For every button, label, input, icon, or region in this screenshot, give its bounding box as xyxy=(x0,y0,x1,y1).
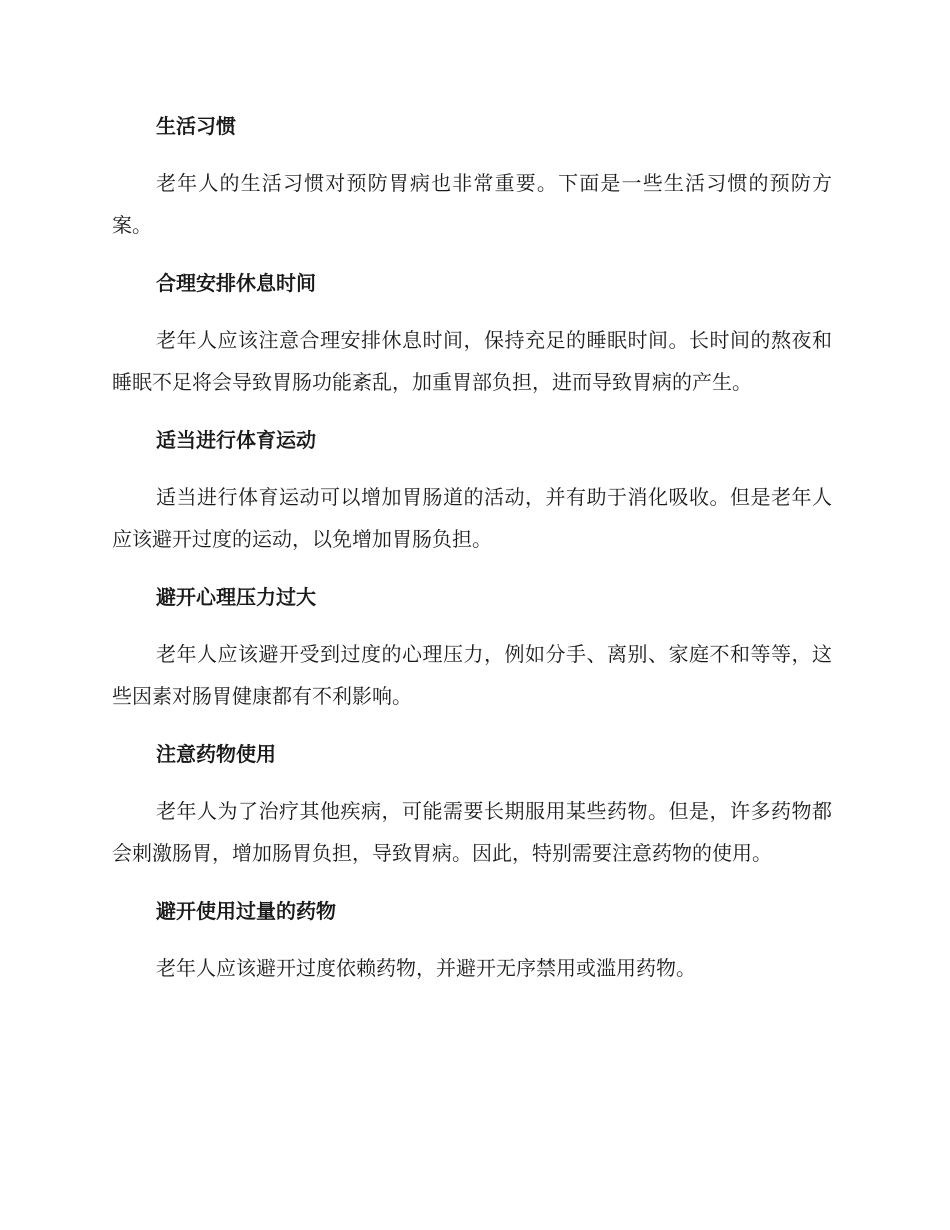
section-paragraph: 老年人为了治疗其他疾病，可能需要长期服用某些药物。但是，许多药物都会刺激肠胃，增加肠胃负担，导致胃病。因此，特别需要注意药物的使用。 xyxy=(112,799,832,865)
section-paragraph: 老年人应该注意合理安排休息时间，保持充足的睡眠时间。长时间的熬夜和睡眠不足将会导致胃肠功能紊乱，加重胃部负担，进而导致胃病的产生。 xyxy=(112,328,832,394)
section-heading: 避开使用过量的药物 xyxy=(156,899,336,923)
section-heading: 合理安排休息时间 xyxy=(156,271,316,295)
section-paragraph: 老年人应该避开过度依赖药物，并避开无序禁用或滥用药物。 xyxy=(156,956,696,980)
section-overdose xyxy=(112,895,832,989)
section-lifestyle xyxy=(112,110,832,246)
section-rest-time xyxy=(112,267,832,403)
section-medication xyxy=(112,738,832,874)
section-heading: 避开心理压力过大 xyxy=(156,585,316,609)
section-heading: 适当进行体育运动 xyxy=(156,428,316,452)
section-heading: 生活习惯 xyxy=(156,114,236,138)
section-paragraph: 适当进行体育运动可以增加胃肠道的活动，并有助于消化吸收。但是老年人应该避开过度的运动，以免增加胃肠负担。 xyxy=(112,485,832,551)
section-exercise xyxy=(112,424,832,560)
section-stress xyxy=(112,581,832,717)
section-paragraph: 老年人的生活习惯对预防胃病也非常重要。下面是一些生活习惯的预防方案。 xyxy=(112,171,832,237)
section-paragraph: 老年人应该避开受到过度的心理压力，例如分手、离别、家庭不和等等，这些因素对肠胃健康都有不利影响。 xyxy=(112,642,832,708)
section-heading: 注意药物使用 xyxy=(156,742,276,766)
